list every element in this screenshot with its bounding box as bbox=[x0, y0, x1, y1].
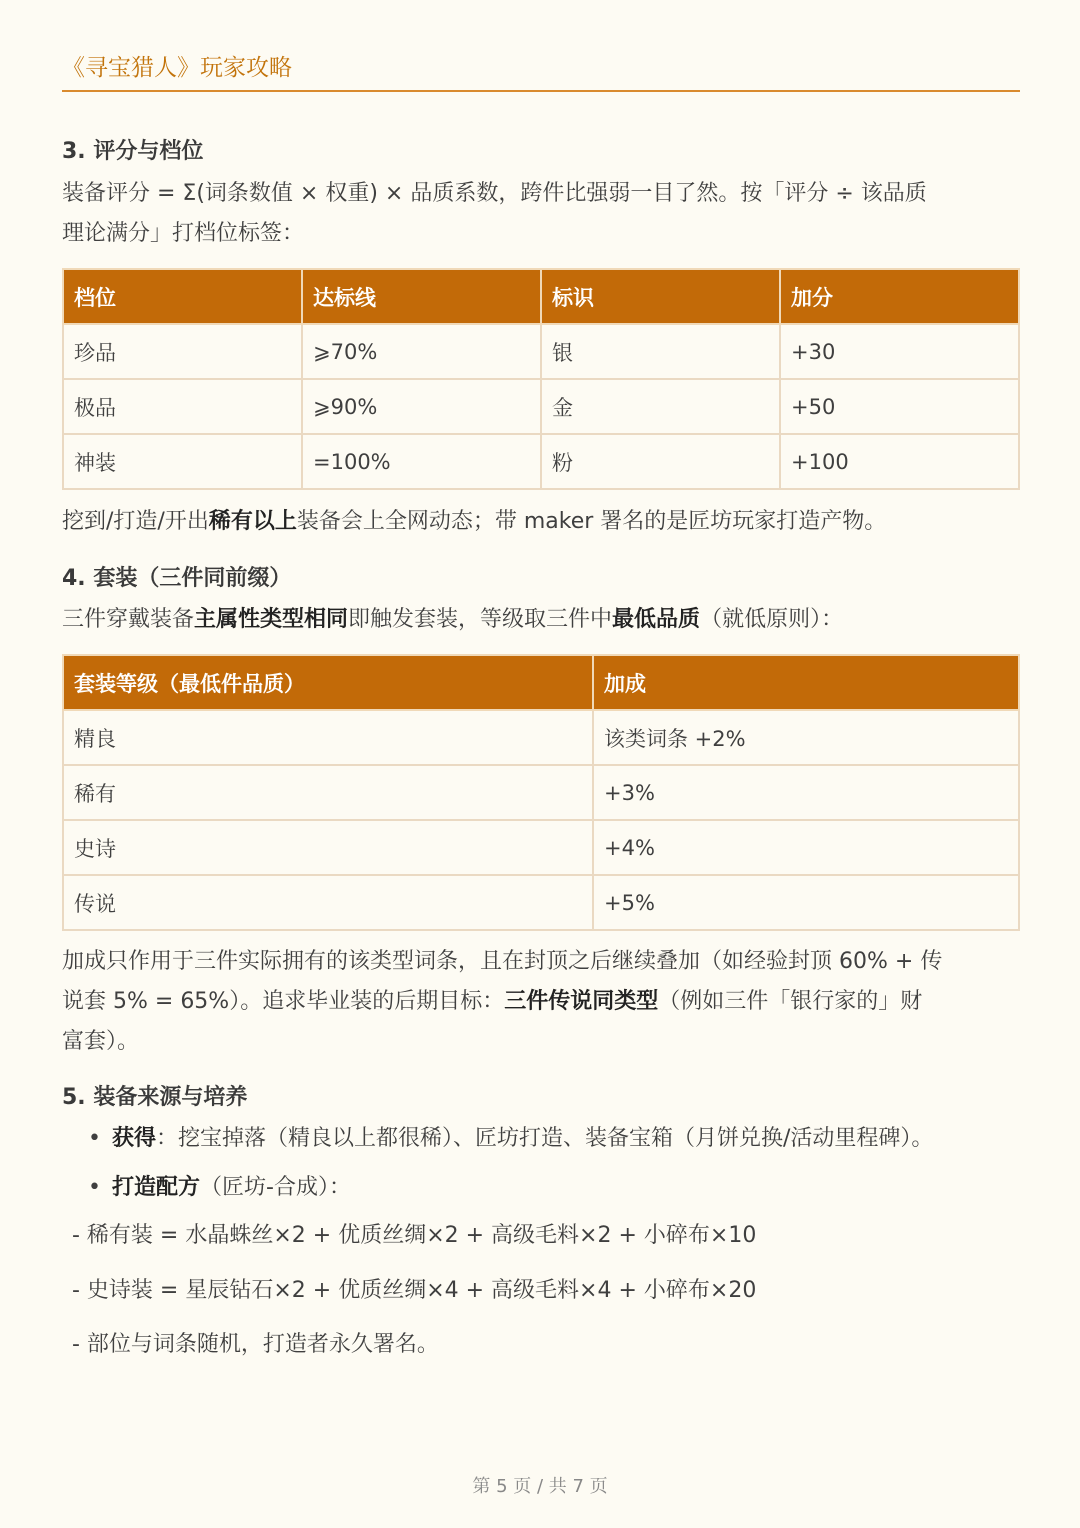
table-cell: +50 bbox=[780, 379, 1019, 434]
grade-table-header: 档位 bbox=[63, 269, 302, 324]
bullet-label: 获得 bbox=[112, 1126, 157, 1151]
table-cell: 银 bbox=[541, 324, 780, 379]
bullet-recipe bbox=[88, 1171, 351, 1205]
bullet-dot-icon: • bbox=[88, 1126, 101, 1151]
table-cell: 极品 bbox=[63, 379, 302, 434]
table-cell: 粉 bbox=[541, 434, 780, 489]
set-table-header: 加成 bbox=[593, 655, 1019, 710]
set-table-header-row bbox=[63, 655, 1019, 710]
section-4-note-line1: 加成只作用于三件实际拥有的该类型词条，且在封顶之后继续叠加（如经验封顶 60% + 传 bbox=[62, 949, 943, 974]
table-row bbox=[63, 820, 1019, 875]
table-row bbox=[63, 875, 1019, 930]
table-row bbox=[63, 379, 1019, 434]
table-cell: +5% bbox=[593, 875, 1019, 930]
table-cell: 稀有 bbox=[63, 765, 593, 820]
table-cell: 珍品 bbox=[63, 324, 302, 379]
table-cell: ⩾70% bbox=[302, 324, 541, 379]
section-4-note bbox=[62, 942, 1017, 1062]
set-bonus-table bbox=[62, 654, 1020, 931]
table-cell: ⩾90% bbox=[302, 379, 541, 434]
section-4-note-line3: 富套）。 bbox=[62, 1029, 140, 1054]
grade-table-header: 标识 bbox=[541, 269, 780, 324]
section-3-note-bold: 稀有以上 bbox=[208, 509, 297, 534]
table-cell: +3% bbox=[593, 765, 1019, 820]
table-cell: 金 bbox=[541, 379, 780, 434]
section-4-note-text: （例如三件「银行家的」财 bbox=[658, 989, 923, 1014]
section-4-intro bbox=[62, 600, 1017, 640]
table-cell: 神装 bbox=[63, 434, 302, 489]
grade-table-header: 加分 bbox=[780, 269, 1019, 324]
grade-table-header: 达标线 bbox=[302, 269, 541, 324]
section-4-intro-text: （就低原则）： bbox=[700, 607, 844, 632]
section-4-title: 4. 套装（三件同前缀） bbox=[62, 566, 292, 591]
section-3-note bbox=[62, 502, 1017, 542]
table-cell: 精良 bbox=[63, 710, 593, 765]
section-3-note-text: 挖到/打造/开出 bbox=[62, 509, 209, 534]
bullet-label: 打造配方 bbox=[112, 1175, 201, 1200]
recipe-line: - 史诗装 = 星辰钻石×2 + 优质丝绸×4 + 高级毛料×4 + 小碎布×20 bbox=[72, 1278, 757, 1303]
recipe-line: - 稀有装 = 水晶蛛丝×2 + 优质丝绸×2 + 高级毛料×2 + 小碎布×10 bbox=[72, 1223, 757, 1248]
section-4-note-text: 说套 5% = 65%）。追求毕业装的后期目标： bbox=[62, 989, 505, 1014]
section-4-intro-text: 即触发套装，等级取三件中 bbox=[348, 607, 613, 632]
page-number: 第 5 页 / 共 7 页 bbox=[472, 1476, 608, 1497]
table-row bbox=[63, 710, 1019, 765]
section-3-intro bbox=[62, 174, 1017, 254]
bullet-obtain bbox=[88, 1122, 933, 1156]
table-row bbox=[63, 434, 1019, 489]
bullet-text: （匠坊-合成）： bbox=[200, 1175, 351, 1200]
table-cell: +100 bbox=[780, 434, 1019, 489]
section-4-intro-bold: 最低品质 bbox=[612, 607, 701, 632]
recipe-line: - 部位与词条随机，打造者永久署名。 bbox=[72, 1332, 439, 1357]
grade-table-header-row bbox=[63, 269, 1019, 324]
section-5-title: 5. 装备来源与培养 bbox=[62, 1085, 248, 1110]
grade-table bbox=[62, 268, 1020, 490]
table-row bbox=[63, 324, 1019, 379]
section-3-note-text: 装备会上全网动态；带 maker 署名的是匠坊玩家打造产物。 bbox=[296, 509, 887, 534]
section-3-title: 3. 评分与档位 bbox=[62, 139, 204, 164]
bullet-text: ：挖宝掉落（精良以上都很稀）、匠坊打造、装备宝箱（月饼兑换/活动里程碑）。 bbox=[156, 1126, 934, 1151]
section-3-intro-line2: 理论满分」打档位标签： bbox=[62, 221, 305, 246]
bullet-dot-icon: • bbox=[88, 1175, 101, 1200]
section-4-note-bold: 三件传说同类型 bbox=[504, 989, 659, 1014]
table-cell: 该类词条 +2% bbox=[593, 710, 1019, 765]
section-4-intro-bold: 主属性类型相同 bbox=[194, 607, 349, 632]
table-cell: =100% bbox=[302, 434, 541, 489]
table-cell: +4% bbox=[593, 820, 1019, 875]
set-table-header: 套装等级（最低件品质） bbox=[63, 655, 593, 710]
table-cell: +30 bbox=[780, 324, 1019, 379]
table-cell: 史诗 bbox=[63, 820, 593, 875]
table-cell: 传说 bbox=[63, 875, 593, 930]
header-title: 《寻宝猎人》玩家攻略 bbox=[62, 55, 292, 81]
page-header bbox=[62, 50, 1020, 92]
table-row bbox=[63, 765, 1019, 820]
section-4-intro-text: 三件穿戴装备 bbox=[62, 607, 195, 632]
section-3-intro-line1: 装备评分 = Σ(词条数值 × 权重) × 品质系数，跨件比强弱一目了然。按「评分 ÷ 该品质 bbox=[62, 181, 927, 206]
